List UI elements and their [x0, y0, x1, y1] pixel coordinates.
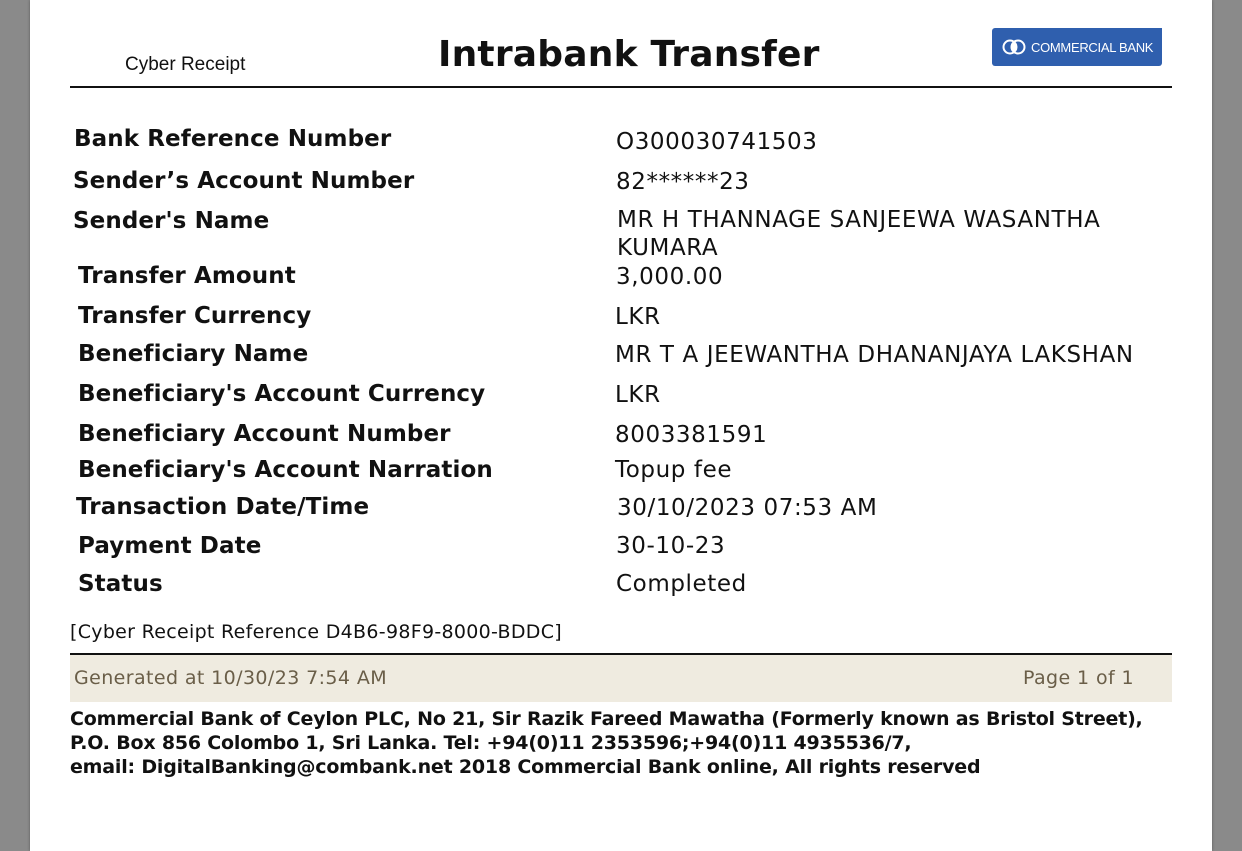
receipt-header: [70, 0, 1172, 88]
value-payment-date: 30-10-23: [616, 533, 726, 559]
value-transfer-amount: 3,000.00: [616, 264, 724, 290]
value-beneficiary-account-currency: LKR: [615, 382, 661, 408]
value-beneficiary-name: MR T A JEEWANTHA DHANANJAYA LAKSHAN: [615, 342, 1134, 368]
label-transfer-amount: Transfer Amount: [78, 263, 296, 289]
address-line-1: Commercial Bank of Ceylon PLC, No 21, Sir Razik Fareed Mawatha (Formerly known as Bristol Street),: [70, 708, 1143, 730]
value-senders-name-line2: KUMARA: [617, 235, 719, 261]
bank-logo-text: COMMERCIAL BANK: [1031, 39, 1154, 55]
label-senders-name: Sender's Name: [73, 208, 270, 234]
label-bank-reference-number: Bank Reference Number: [74, 126, 392, 152]
value-senders-name: MR H THANNAGE SANJEEWA WASANTHA: [617, 207, 1101, 233]
label-transfer-currency: Transfer Currency: [78, 303, 312, 329]
bank-logo-icon: [1002, 39, 1026, 55]
address-line-3: email: DigitalBanking@combank.net 2018 Commercial Bank online, All rights reserved: [70, 756, 981, 778]
bank-address: [70, 707, 1143, 779]
label-beneficiary-account-currency: Beneficiary's Account Currency: [78, 381, 486, 407]
value-beneficiary-account-number: 8003381591: [615, 422, 768, 448]
footer-bar: [70, 653, 1172, 702]
value-status: Completed: [616, 571, 747, 597]
value-transaction-date-time: 30/10/2023 07:53 AM: [617, 495, 878, 521]
label-beneficiary-account-narration: Beneficiary's Account Narration: [78, 457, 493, 483]
generated-timestamp: Generated at 10/30/23 7:54 AM: [74, 667, 388, 689]
value-senders-account-number: 82******23: [616, 169, 750, 195]
label-transaction-date-time: Transaction Date/Time: [76, 494, 370, 520]
receipt-page: [30, 0, 1212, 851]
cyber-receipt-label: Cyber Receipt: [125, 54, 246, 75]
label-payment-date: Payment Date: [78, 533, 262, 559]
page-number: Page 1 of 1: [1022, 667, 1134, 689]
value-transfer-currency: LKR: [615, 304, 661, 330]
bank-logo: [992, 28, 1162, 66]
page-title: Intrabank Transfer: [438, 34, 820, 75]
address-line-2: P.O. Box 856 Colombo 1, Sri Lanka. Tel: +94(0)11 2353596;+94(0)11 4935536/7,: [70, 732, 912, 754]
value-beneficiary-account-narration: Topup fee: [615, 457, 733, 483]
cyber-receipt-reference: [Cyber Receipt Reference D4B6-98F9-8000-BDDC]: [70, 621, 562, 643]
value-bank-reference-number: O300030741503: [616, 129, 818, 155]
label-status: Status: [78, 571, 163, 597]
label-beneficiary-name: Beneficiary Name: [78, 341, 309, 367]
label-senders-account-number: Sender’s Account Number: [73, 168, 415, 194]
label-beneficiary-account-number: Beneficiary Account Number: [78, 421, 451, 447]
